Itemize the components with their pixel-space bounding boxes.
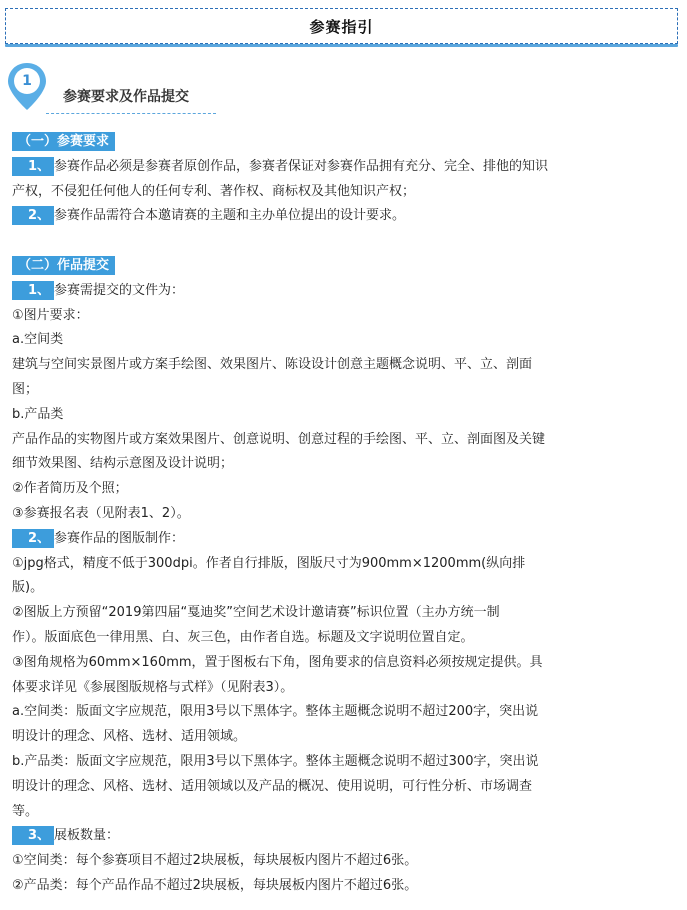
item-text: 参赛作品的图版制作： xyxy=(54,530,185,546)
text-line: 细节效果图、结构示意图及设计说明； xyxy=(12,456,234,472)
content-body xyxy=(12,130,677,899)
text-line: ①jpg格式，精度不低于300dpi。作者自行排版，图版尺寸为900mm×1200mm(纵向排 xyxy=(12,555,526,571)
text-line: ②作者简历及个照； xyxy=(12,481,128,497)
text-line: ③图角规格为60mm×160mm，置于图板右下角，图角要求的信息资料必须按规定提供。具 xyxy=(12,654,543,670)
item-text: 展板数量： xyxy=(54,828,120,844)
text-line: b.产品类：版面文字应规范，限用3号以下黑体字。整体主题概念说明不超过300字，突出说 xyxy=(12,753,539,769)
section-title-underline xyxy=(46,113,216,114)
text-line: 体要求详见《参展图版规格与式样》（见附表3）。 xyxy=(12,679,294,695)
part2-heading: （二）作品提交 xyxy=(12,256,115,275)
part2-item1 xyxy=(12,279,677,304)
text-line: ①空间类：每个参赛项目不超过2块展板，每块展板内图片不超过6张。 xyxy=(12,853,418,869)
text-line: a.空间类：版面文字应规范，限用3号以下黑体字。整体主题概念说明不超过200字，突出说 xyxy=(12,704,539,720)
item-text: 参赛作品必须是参赛者原创作品，参赛者保证对参赛作品拥有充分、完全、排他的知识 xyxy=(54,158,549,174)
text-line: 等。 xyxy=(12,803,39,819)
text-line: ②图版上方预留“2019第四届“戛迪奖”空间艺术设计邀请赛”标识位置（主办方统一制 xyxy=(12,605,500,621)
text-line: b.产品类 xyxy=(12,406,64,422)
text-line: 建筑与空间实景图片或方案手绘图、效果图片、陈设设计创意主题概念说明、平、立、剖面 xyxy=(12,357,533,373)
text-line: 产品作品的实物图片或方案效果图片、创意说明、创意过程的手绘图、平、立、剖面图及关键 xyxy=(12,431,546,447)
text-line: ②产品类：每个产品作品不超过2块展板，每块展板内图片不超过6张。 xyxy=(12,877,418,893)
item-number-tag: 2、 xyxy=(12,529,54,548)
text-line: 明设计的理念、风格、选材、适用领域以及产品的概况、使用说明，可行性分析、市场调查 xyxy=(12,778,533,794)
header-underline xyxy=(5,44,678,47)
part1-item1 xyxy=(12,155,677,180)
text-line: ①图片要求： xyxy=(12,307,89,323)
part1-heading: （一）参赛要求 xyxy=(12,132,115,151)
part1-item1-cont: 产权，不侵犯任何他人的任何专利、著作权、商标权及其他知识产权； xyxy=(12,183,416,199)
text-line: 明设计的理念、风格、选材、适用领域。 xyxy=(12,729,247,745)
text-line: ③参赛报名表（见附表1、2）。 xyxy=(12,505,190,521)
item-number-tag: 3、 xyxy=(12,826,54,845)
text-line: 作）。版面底色一律用黑、白、灰三色，由作者自选。标题及文字说明位置自定。 xyxy=(12,629,474,645)
part1-item2 xyxy=(12,204,677,229)
item-number-tag: 1、 xyxy=(12,157,54,176)
item-text: 参赛作品需符合本邀请赛的主题和主办单位提出的设计要求。 xyxy=(54,208,406,224)
text-line: 版)。 xyxy=(12,580,44,596)
text-line: a.空间类 xyxy=(12,332,64,348)
page-title: 参赛指引 xyxy=(309,17,374,36)
section-number: 1 xyxy=(22,73,32,89)
item-text: 参赛需提交的文件为： xyxy=(54,282,185,298)
text-line: 图； xyxy=(12,381,39,397)
item-number-tag: 2、 xyxy=(12,206,54,225)
item-number-tag: 1、 xyxy=(12,281,54,300)
part2-item2 xyxy=(12,527,677,552)
part2-item3 xyxy=(12,824,677,849)
section-1-header xyxy=(6,62,266,118)
header-box xyxy=(5,8,678,44)
section-title: 参赛要求及作品提交 xyxy=(63,89,189,105)
